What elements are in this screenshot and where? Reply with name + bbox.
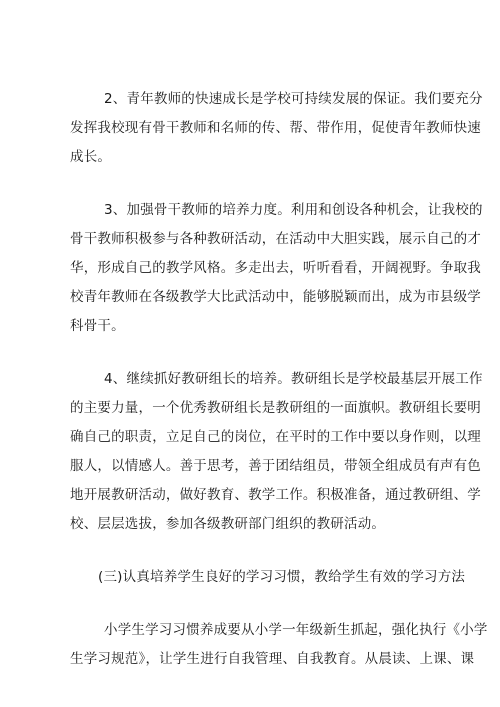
paragraph-3-line-4: 服人，以情感人。善于思考，善于团结组员，带领全组成员有声有色 — [70, 458, 481, 474]
paragraph-2-line-2: 骨干教师积极参与各种教研活动，在活动中大胆实践，展示自己的才 — [70, 231, 481, 247]
paragraph-1-line-1: 2、青年教师的快速成长是学校可持续发展的保证。我们要充分 — [104, 91, 483, 107]
paragraph-2-line-5: 科骨干。 — [70, 318, 125, 334]
paragraph-3-line-6: 校、层层选拔，参加各级教研部门组织的教研活动。 — [70, 516, 386, 532]
paragraph-3-line-2: 的主要力量，一个优秀教研组长是教研组的一面旗帜。教研组长要明 — [70, 400, 481, 416]
section-heading-line: (三)认真培养学生良好的学习习惯，教给学生有效的学习方法 — [98, 569, 466, 585]
paragraph-2-line-1: 3、加强骨干教师的培养力度。利用和创设各种机会，让我校的 — [104, 202, 483, 218]
paragraph-3-line-3: 确自己的职责，立足自己的岗位，在平时的工作中要以身作则，以理 — [70, 429, 481, 445]
paragraph-5-line-1: 小学生学习习惯养成要从小学一年级新生抓起，强化执行《小学 — [104, 622, 488, 638]
paragraph-3-line-5: 地开展教研活动，做好教育、教学工作。积极准备，通过教研组、学 — [70, 487, 481, 503]
paragraph-5-line-2: 生学习规范》，让学生进行自我管理、自我教育。从晨读、上课、课 — [70, 651, 475, 667]
paragraph-2-line-3: 华，形成自己的教学风格。多走出去，听听看看，开阔视野。争取我 — [70, 260, 481, 276]
paragraph-1-line-2: 发挥我校现有骨干教师和名师的传、帮、带作用，促使青年教师快速 — [70, 120, 481, 136]
paragraph-2-line-4: 校青年教师在各级教学大比武活动中，能够脱颖而出，成为市县级学 — [70, 289, 481, 305]
paragraph-1-line-3: 成长。 — [70, 149, 112, 165]
paragraph-3-line-1: 4、继续抓好教研组长的培养。教研组长是学校最基层开展工作 — [104, 371, 483, 387]
